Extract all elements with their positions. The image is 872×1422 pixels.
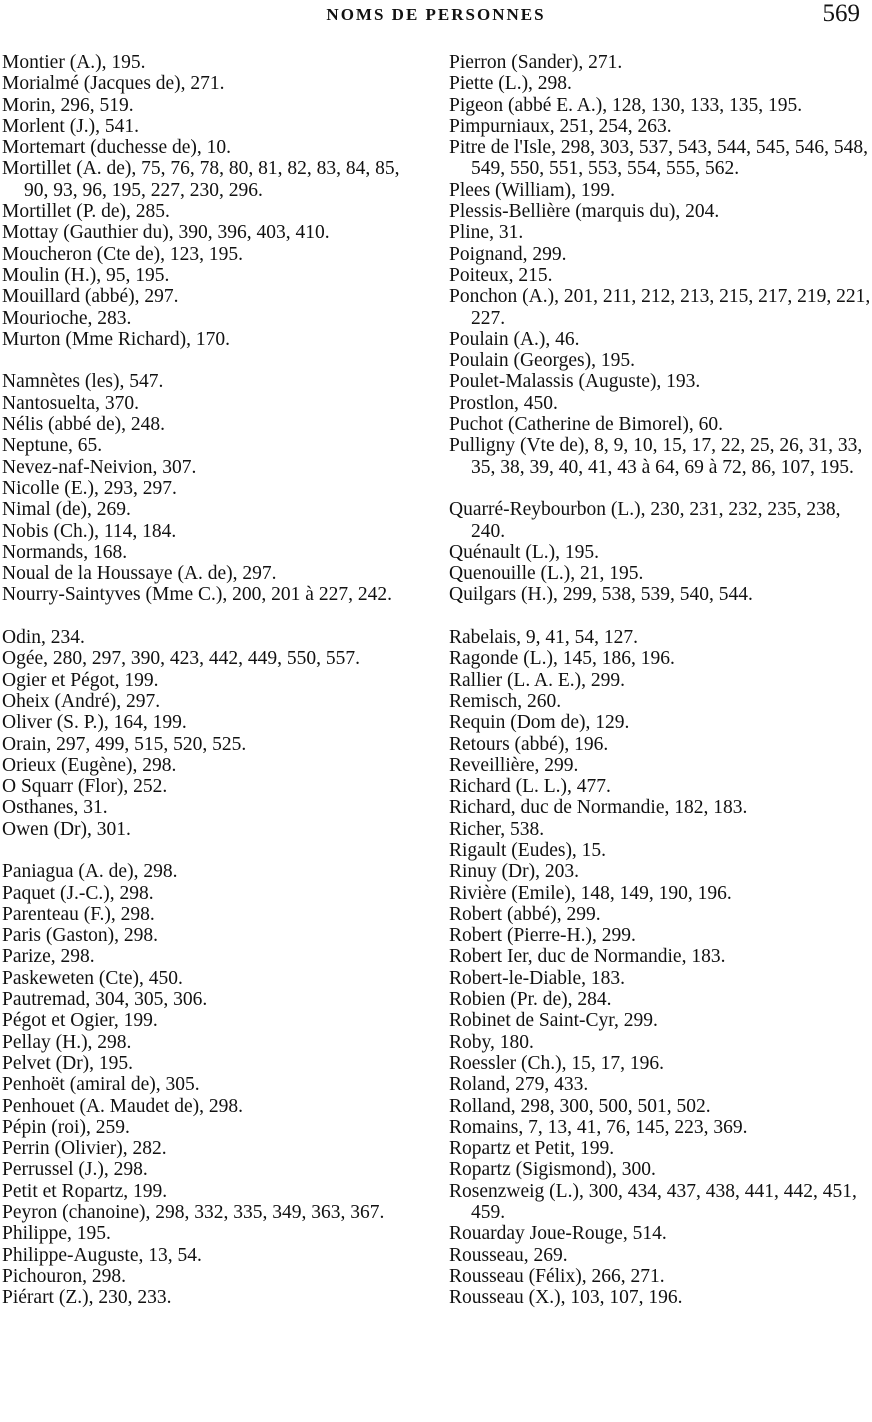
group-separator [2,350,422,371]
index-entry: Nicolle (E.), 293, 297. [2,477,177,499]
index-entry: Morialmé (Jacques de), 271. [2,73,225,95]
index-entry: Nélis (abbé de), 248. [2,414,165,436]
index-entry: Neptune, 65. [2,435,103,457]
index-entry: Prostlon, 450. [449,392,558,414]
page-number: 569 [822,0,860,27]
index-entry: Rousseau (Félix), 266, 271. [449,1265,665,1287]
index-entry: Petit et Ropartz, 199. [2,1180,168,1202]
index-entry: Noual de la Houssaye (A. de), 297. [2,563,277,585]
index-entry: Perrussel (J.), 298. [2,1159,148,1181]
index-entry: Owen (Dr), 301. [2,818,131,840]
index-entry: Robert Ier, duc de Normandie, 183. [449,946,726,968]
running-title: NOMS DE PERSONNES [326,5,546,24]
index-entry: Moucheron (Cte de), 123, 195. [2,243,243,265]
index-entry: Ponchon (A.), 201, 211, 212, 213, 215, 217, 219, 221, 227. [449,286,871,329]
index-entry: Poulet-Malassis (Auguste), 193. [449,371,701,393]
index-entry: Robert-le-Diable, 183. [449,967,625,989]
index-entry: Murton (Mme Richard), 170. [2,328,231,350]
index-entry: Rigault (Eudes), 15. [449,839,607,861]
index-entry: Normands, 168. [2,541,128,563]
index-entry: Ogée, 280, 297, 390, 423, 442, 449, 550, 557. [2,648,361,670]
index-entry: Quarré-Reybourbon (L.), 230, 231, 232, 235, 238, 240. [449,499,841,542]
index-entry: Pelvet (Dr), 195. [2,1052,134,1074]
index-entry: Rosenzweig (L.), 300, 434, 437, 438, 441, 442, 451, 459. [449,1180,857,1224]
index-entry: Mouillard (abbé), 297. [2,286,179,308]
index-entry: Pimpurniaux, 251, 254, 263. [449,115,672,137]
index-entry: Requin (Dom de), 129. [449,712,630,734]
index-entry: Richard (L. L.), 477. [449,776,611,798]
index-entry: Pichouron, 298. [2,1265,127,1287]
index-entry: Pierron (Sander), 271. [449,52,623,73]
index-entry: Penhoët (amiral de), 305. [2,1074,200,1096]
index-entry: Retours (abbé), 196. [449,733,609,755]
index-entry: Rouarday Joue-Rouge, 514. [449,1223,667,1245]
index-entry: Rallier (L. A. E.), 299. [449,669,626,691]
index-entry: Paris (Gaston), 298. [2,925,158,947]
index-entry: Roessler (Ch.), 15, 17, 196. [449,1052,665,1074]
index-entry: Orain, 297, 499, 515, 520, 525. [2,733,247,755]
index-entry: Ropartz et Petit, 199. [449,1138,615,1160]
index-entry: Plees (William), 199. [449,179,616,201]
index-entry: Montier (A.), 195. [2,52,146,73]
index-entry: Pégot et Ogier, 199. [2,1010,158,1032]
index-entry: Parize, 298. [2,946,95,968]
index-entry: Oheix (André), 297. [2,690,161,712]
index-entry: Piérart (Z.), 230, 233. [2,1287,172,1309]
index-entry: Mottay (Gauthier du), 390, 396, 403, 410. [2,222,330,244]
index-entry: Pépin (roi), 259. [2,1116,130,1138]
index-group-o [2,627,422,840]
index-entry: Poignand, 299. [449,243,567,265]
index-entry: Ogier et Pégot, 199. [2,669,159,691]
index-entry: Poulain (A.), 46. [449,328,580,350]
group-separator [449,606,871,627]
index-entry: Pautremad, 304, 305, 306. [2,989,208,1011]
index-group-q [449,499,871,605]
index-entry: Ropartz (Sigismond), 300. [449,1159,656,1181]
index-entry: Reveillière, 299. [449,754,579,776]
index-entry: Osthanes, 31. [2,797,108,819]
index-entry: Pulligny (Vte de), 8, 9, 10, 15, 17, 22, 25, 26, 31, 33, 35, 38, 39, 40, 41, 43 à 64, 69 à 72, 86, 107, 195. [449,435,863,478]
index-entry: Poulain (Georges), 195. [449,350,635,372]
index-entry: Pline, 31. [449,222,524,244]
index-entry: Paquet (J.-C.), 298. [2,882,154,904]
index-entry: Richer, 538. [449,818,545,840]
index-entry: Penhouet (A. Maudet de), 298. [2,1095,243,1117]
index-entry: Mortillet (A. de), 75, 76, 78, 80, 81, 82, 83, 84, 85, 90, 93, 96, 195, 227, 230, 296. [2,158,400,201]
index-group-p [2,861,422,1308]
index-entry: Orieux (Eugène), 298. [2,754,177,776]
group-separator [2,606,422,627]
index-entry: Quenouille (L.), 21, 195. [449,563,644,585]
index-entry: Pigeon (abbé E. A.), 128, 130, 133, 135, 195. [449,94,803,116]
index-entry: Pellay (H.), 298. [2,1031,132,1053]
index-entry: Moulin (H.), 95, 195. [2,264,170,286]
index-entry: Oliver (S. P.), 164, 199. [2,712,187,734]
index-entry: Puchot (Catherine de Bimorel), 60. [449,414,724,436]
index-entry: Roland, 279, 433. [449,1074,589,1096]
index-entry: Nimal (de), 269. [2,499,131,521]
index-entry: Piette (L.), 298. [449,73,572,95]
index-entry: Paskeweten (Cte), 450. [2,967,183,989]
index-entry: Morlent (J.), 541. [2,115,140,137]
index-entry: Ragonde (L.), 145, 186, 196. [449,648,675,670]
index-entry: Robert (Pierre-H.), 299. [449,925,636,947]
index-entry: Rabelais, 9, 41, 54, 127. [449,627,639,649]
index-entry: Rinuy (Dr), 203. [449,861,579,883]
index-entry: Quénault (L.), 195. [449,541,600,563]
page-header [0,0,872,30]
index-entry: Rolland, 298, 300, 500, 501, 502. [449,1095,711,1117]
index-entry: Roby, 180. [449,1031,534,1053]
index-entry: Morin, 296, 519. [2,94,134,116]
index-entry: Romains, 7, 13, 41, 76, 145, 223, 369. [449,1116,748,1138]
index-group-p-cont [449,52,871,478]
index-entry: Nourry-Saintyves (Mme C.), 200, 201 à 227, 242. [2,584,392,606]
index-entry: Robien (Pr. de), 284. [449,989,612,1011]
index-entry: Richard, duc de Normandie, 182, 183. [449,797,748,819]
index-entry: Nantosuelta, 370. [2,392,140,414]
index-entry: Odin, 234. [2,627,85,649]
index-entry: Perrin (Olivier), 282. [2,1138,167,1160]
index-entry: Rousseau (X.), 103, 107, 196. [449,1287,683,1309]
index-entry: Nevez-naf-Neivion, 307. [2,456,197,478]
index-entry: Paniagua (A. de), 298. [2,861,178,883]
index-entry: O Squarr (Flor), 252. [2,776,168,798]
index-entry: Mourioche, 283. [2,307,132,329]
index-group-m [2,52,422,350]
index-group-n [2,371,422,605]
index-entry: Peyron (chanoine), 298, 332, 335, 349, 363, 367. [2,1202,385,1224]
index-entry: Philippe, 195. [2,1223,111,1245]
index-entry: Quilgars (H.), 299, 538, 539, 540, 544. [449,584,753,606]
index-entry: Mortemart (duchesse de), 10. [2,137,232,159]
group-separator [449,478,871,499]
index-entry: Namnètes (les), 547. [2,371,164,393]
index-entry: Nobis (Ch.), 114, 184. [2,520,177,542]
index-entry: Poiteux, 215. [449,264,553,286]
index-entry: Rousseau, 269. [449,1244,568,1266]
index-column-left [2,52,422,1309]
index-entry: Rivière (Emile), 148, 149, 190, 196. [449,882,732,904]
index-column-right [449,52,871,1309]
index-entry: Remisch, 260. [449,690,562,712]
index-group-r [449,627,871,1309]
index-entry: Parenteau (F.), 298. [2,903,155,925]
group-separator [2,840,422,861]
index-entry: Philippe-Auguste, 13, 54. [2,1244,202,1266]
index-entry: Robinet de Saint-Cyr, 299. [449,1010,658,1032]
index-entry: Mortillet (P. de), 285. [2,201,170,223]
index-entry: Plessis-Bellière (marquis du), 204. [449,201,720,223]
index-entry: Pitre de l'Isle, 298, 303, 537, 543, 544, 545, 546, 548, 549, 550, 551, 553, 554, 555, 562. [449,137,868,180]
index-entry: Robert (abbé), 299. [449,903,601,925]
